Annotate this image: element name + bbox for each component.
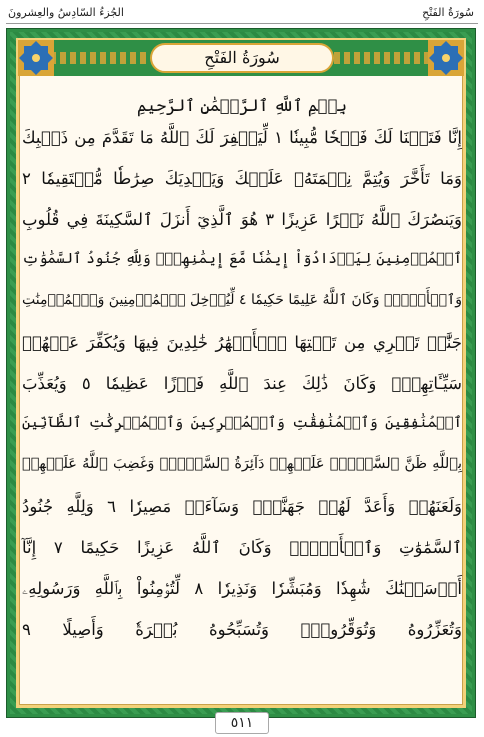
surah-title: سُورَةُ الفَتْحِ [204,48,280,67]
text-line: وَمَا تَأَخَّرَ وَيُتِمَّ نِعۡمَتَهُۥ عَلَيۡكَ وَيَهۡدِيَكَ صِرَٰطٗا مُّسۡتَقِيمٗا ٢ [22,169,462,188]
surah-label: سُورَةُ الفَتْحِ [422,6,474,19]
page-footer [0,712,484,734]
juz-label: الجُزءُ السّادِسُ والعِشرونَ [8,6,124,19]
text-line: سَيِّـَٔاتِهِمۡۚ وَكَانَ ذَٰلِكَ عِندَ ٱللَّهِ فَوۡزًا عَظِيمٗا ٥ وَيُعَذِّبَ [22,374,462,393]
text-line: وَتُعَزِّرُوهُ وَتُوَقِّرُوهُۚ وَتُسَبِّحُوهُ بُكۡرَةٗ وَأَصِيلًا ٩ [22,620,462,639]
title-ornament-left [50,52,150,64]
quran-text [22,82,462,702]
text-line: وَٱلۡأَرۡضِۚ وَكَانَ ٱللَّهُ عَلِيمًا حَكِيمٗا ٤ لِّيُدۡخِلَ ٱلۡمُؤۡمِنِينَ وَٱلۡمُؤۡمِنَٰتِ [22,292,462,308]
text-line: ٱلۡمُؤۡمِنِينَ لِيَزۡدَادُوٓاْ إِيمَٰنٗا مَّعَ إِيمَٰنِهِمۡۗ وَلِلَّهِ جُنُودُ ٱلسَّمَٰوَٰتِ [22,251,462,267]
text-line: ٱلۡمُنَٰفِقِينَ وَٱلۡمُنَٰفِقَٰتِ وَٱلۡمُشۡرِكِينَ وَٱلۡمُشۡرِكَٰتِ ٱلظَّآنِّينَ [22,415,462,431]
text-line: إِنَّا فَتَحۡنَا لَكَ فَتۡحٗا مُّبِينٗا ١ لِّيَغۡفِرَ لَكَ ٱللَّهُ مَا تَقَدَّمَ مِن ذَنۢبِكَ [22,128,462,147]
text-line: بِٱللَّهِ ظَنَّ ٱلسَّوۡءِۚ عَلَيۡهِمۡ دَآئِرَةُ ٱلسَّوۡءِۖ وَغَضِبَ ٱللَّهُ عَلَيۡهِمۡ [22,456,462,472]
text-line: وَلَعَنَهُمۡ وَأَعَدَّ لَهُمۡ جَهَنَّمَۖ وَسَآءَتۡ مَصِيرٗا ٦ وَلِلَّهِ جُنُودُ [22,497,462,516]
title-ornament-right [334,52,434,64]
text-line: جَنَّٰتٖ تَجۡرِي مِن تَحۡتِهَا ٱلۡأَنۡهَٰرُ خَٰلِدِينَ فِيهَا وَيُكَفِّرَ عَنۡهُمۡ [22,333,462,352]
page-number: ٥١١ [215,712,269,734]
header-divider [6,23,478,24]
text-line: ٱلسَّمَٰوَٰتِ وَٱلۡأَرۡضِۚ وَكَانَ ٱللَّهُ عَزِيزًا حَكِيمًا ٧ إِنَّآ [22,538,462,557]
text-line: أَرۡسَلۡنَٰكَ شَٰهِدٗا وَمُبَشِّرٗا وَنَذِيرٗا ٨ لِّتُؤۡمِنُواْ بِٱللَّهِ وَرَسُولِهِۦ [22,579,462,598]
surah-title-cartouche [150,43,334,73]
corner-medallion-right-icon [428,40,464,76]
page-header [0,0,484,24]
basmala: بِسۡمِ ٱللَّهِ ٱلرَّحۡمَٰنِ ٱلرَّحِيمِ [136,96,348,115]
text-line: وَيَنصُرَكَ ٱللَّهُ نَصۡرًا عَزِيزًا ٣ هُوَ ٱلَّذِيٓ أَنزَلَ ٱلسَّكِينَةَ فِي قُلُوبِ [22,210,462,229]
corner-medallion-left-icon [18,40,54,76]
